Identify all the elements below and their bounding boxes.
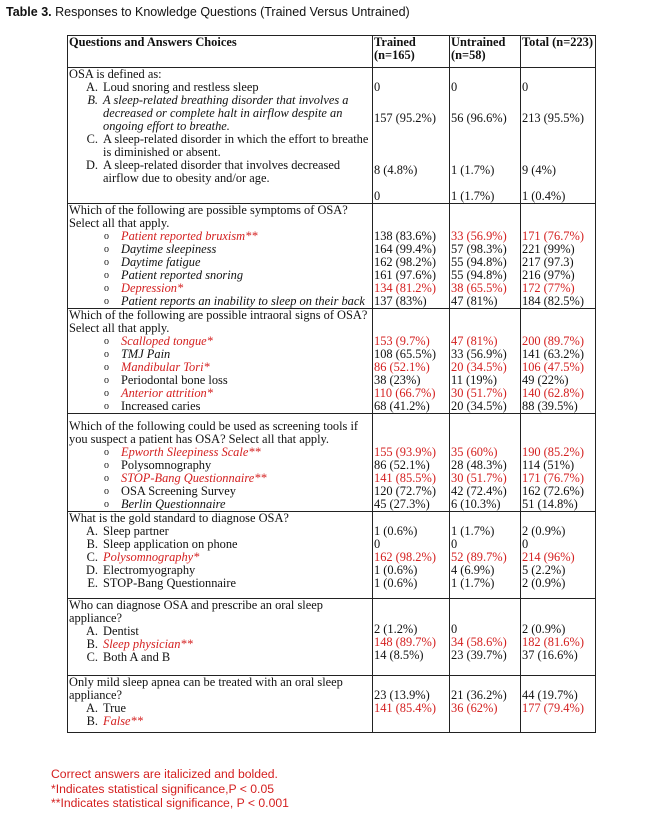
total-value: 0 bbox=[522, 537, 529, 551]
bullet-icon: o bbox=[104, 244, 109, 255]
total-value: 2 (0.9%) bbox=[522, 622, 566, 636]
option-text: Daytime sleepiness bbox=[121, 242, 217, 256]
bullet-icon: o bbox=[104, 270, 109, 281]
untrained-value: 28 (48.3%) bbox=[451, 458, 507, 472]
total-value: 217 (97.3) bbox=[522, 255, 574, 269]
question-cell bbox=[68, 309, 373, 414]
option-text: True bbox=[103, 701, 126, 715]
total-value: 213 (95.5%) bbox=[522, 111, 584, 125]
untrained-value: 4 (6.9%) bbox=[451, 563, 495, 577]
trained-value: 1 (0.6%) bbox=[374, 576, 418, 590]
total-cell bbox=[521, 676, 596, 733]
trained-value: 0 bbox=[374, 537, 381, 551]
question-cell bbox=[68, 676, 373, 733]
untrained-value: 20 (34.5%) bbox=[451, 360, 507, 374]
option-text: STOP-Bang Questionnaire bbox=[103, 576, 236, 590]
answer-option bbox=[69, 295, 371, 308]
answer-option bbox=[69, 269, 371, 282]
total-value: 141 (63.2%) bbox=[522, 347, 584, 361]
question-text: Who can diagnose OSA and prescribe an oral sleep appliance? bbox=[69, 598, 323, 625]
trained-cell bbox=[373, 676, 450, 733]
trained-value: 161 (97.6%) bbox=[374, 268, 436, 282]
total-value: 106 (47.5%) bbox=[522, 360, 584, 374]
total-value: 0 bbox=[522, 80, 529, 94]
untrained-value: 0 bbox=[451, 537, 458, 551]
option-text: False** bbox=[103, 714, 143, 728]
question-text: OSA is defined as: bbox=[69, 67, 162, 81]
trained-value: 86 (52.1%) bbox=[374, 360, 430, 374]
answer-option bbox=[69, 133, 371, 159]
untrained-cell bbox=[450, 512, 521, 599]
total-value: 190 (85.2%) bbox=[522, 445, 584, 459]
option-text: Scalloped tongue* bbox=[121, 334, 213, 348]
total-value: 5 (2.2%) bbox=[522, 563, 566, 577]
total-value: 172 (77%) bbox=[522, 281, 575, 295]
option-text: Periodontal bone loss bbox=[121, 373, 228, 387]
trained-value: 86 (52.1%) bbox=[374, 458, 430, 472]
answer-option bbox=[69, 387, 371, 400]
answer-option bbox=[69, 651, 371, 664]
trained-value: 148 (89.7%) bbox=[374, 635, 436, 649]
untrained-value: 56 (96.6%) bbox=[451, 111, 507, 125]
bullet-icon: o bbox=[104, 486, 109, 497]
trained-value: 110 (66.7%) bbox=[374, 386, 436, 400]
option-text: Daytime fatigue bbox=[121, 255, 201, 269]
bullet-icon: o bbox=[104, 231, 109, 242]
untrained-value: 1 (1.7%) bbox=[451, 524, 495, 538]
trained-value: 2 (1.2%) bbox=[374, 622, 418, 636]
bullet-icon: o bbox=[104, 296, 109, 307]
trained-cell bbox=[373, 309, 450, 414]
total-value: 216 (97%) bbox=[522, 268, 575, 282]
footnotes bbox=[51, 767, 289, 811]
untrained-value: 23 (39.7%) bbox=[451, 648, 507, 662]
total-value: 9 (4%) bbox=[522, 163, 557, 177]
answer-option bbox=[69, 400, 371, 413]
total-value: 44 (19.7%) bbox=[522, 688, 578, 702]
trained-cell bbox=[373, 414, 450, 512]
bullet-icon: o bbox=[104, 375, 109, 386]
trained-value: 108 (65.5%) bbox=[374, 347, 436, 361]
table-title: Responses to Knowledge Questions (Trained Versus Untrained) bbox=[51, 5, 410, 19]
option-text: Polysomnography* bbox=[103, 550, 200, 564]
total-value: 88 (39.5%) bbox=[522, 399, 578, 413]
trained-value: 153 (9.7%) bbox=[374, 334, 430, 348]
header-untrained: Untrained (n=58) bbox=[450, 36, 521, 68]
option-marker: D. bbox=[85, 158, 98, 172]
option-marker: A. bbox=[85, 701, 98, 715]
trained-value: 68 (41.2%) bbox=[374, 399, 430, 413]
trained-value: 0 bbox=[374, 80, 381, 94]
total-value: 200 (89.7%) bbox=[522, 334, 584, 348]
trained-value: 164 (99.4%) bbox=[374, 242, 436, 256]
trained-value: 141 (85.4%) bbox=[374, 701, 436, 715]
option-marker: A. bbox=[85, 624, 98, 638]
bullet-icon: o bbox=[104, 336, 109, 347]
untrained-value: 21 (36.2%) bbox=[451, 688, 507, 702]
option-text: Both A and B bbox=[103, 650, 171, 664]
option-text: Berlin Questionnaire bbox=[121, 497, 226, 511]
question-cell bbox=[68, 204, 373, 309]
total-value: 37 (16.6%) bbox=[522, 648, 578, 662]
question-text: Only mild sleep apnea can be treated with an oral sleep appliance? bbox=[69, 675, 343, 702]
untrained-value: 1 (1.7%) bbox=[451, 576, 495, 590]
untrained-cell bbox=[450, 68, 521, 204]
trained-value: 38 (23%) bbox=[374, 373, 421, 387]
answer-option bbox=[69, 243, 371, 256]
footnote-significance-005: *Indicates statistical significance,P < 0.05 bbox=[51, 781, 274, 796]
question-row bbox=[68, 68, 596, 204]
answer-option bbox=[69, 715, 371, 728]
answer-option bbox=[69, 230, 371, 243]
bullet-icon: o bbox=[104, 283, 109, 294]
trained-value: 23 (13.9%) bbox=[374, 688, 430, 702]
option-text: Dentist bbox=[103, 624, 139, 638]
total-cell bbox=[521, 204, 596, 309]
option-text: A sleep-related breathing disorder that involves a decreased or complete halt in airflow despite an ongoing effort to breathe. bbox=[103, 93, 349, 133]
question-row bbox=[68, 309, 596, 414]
question-text: Which of the following are possible symptoms of OSA? Select all that apply. bbox=[69, 203, 348, 230]
total-value: 214 (96%) bbox=[522, 550, 575, 564]
header-row bbox=[68, 36, 596, 68]
trained-value: 45 (27.3%) bbox=[374, 497, 430, 511]
question-row bbox=[68, 512, 596, 599]
untrained-value: 36 (62%) bbox=[451, 701, 498, 715]
option-marker: C. bbox=[86, 132, 98, 146]
untrained-value: 1 (1.7%) bbox=[451, 189, 495, 203]
untrained-value: 6 (10.3%) bbox=[451, 497, 501, 511]
option-marker: C. bbox=[86, 650, 98, 664]
total-value: 221 (99%) bbox=[522, 242, 575, 256]
total-value: 171 (76.7%) bbox=[522, 471, 584, 485]
untrained-cell bbox=[450, 414, 521, 512]
option-text: Sleep physician** bbox=[103, 637, 193, 651]
question-row bbox=[68, 204, 596, 309]
option-text: Mandibular Tori* bbox=[121, 360, 210, 374]
trained-value: 1 (0.6%) bbox=[374, 524, 418, 538]
option-marker: C. bbox=[86, 550, 98, 564]
option-marker: B. bbox=[86, 714, 98, 728]
option-text: Depression* bbox=[121, 281, 184, 295]
question-row bbox=[68, 599, 596, 676]
untrained-value: 20 (34.5%) bbox=[451, 399, 507, 413]
untrained-value: 47 (81%) bbox=[451, 334, 498, 348]
option-text: Increased caries bbox=[121, 399, 201, 413]
total-cell bbox=[521, 414, 596, 512]
total-value: 184 (82.5%) bbox=[522, 294, 584, 308]
untrained-value: 42 (72.4%) bbox=[451, 484, 507, 498]
untrained-value: 33 (56.9%) bbox=[451, 347, 507, 361]
untrained-cell bbox=[450, 599, 521, 676]
trained-value: 0 bbox=[374, 189, 381, 203]
knowledge-table bbox=[67, 35, 596, 733]
trained-value: 14 (8.5%) bbox=[374, 648, 424, 662]
untrained-value: 1 (1.7%) bbox=[451, 163, 495, 177]
trained-value: 162 (98.2%) bbox=[374, 550, 436, 564]
trained-value: 1 (0.6%) bbox=[374, 563, 418, 577]
answer-option bbox=[69, 348, 371, 361]
untrained-value: 30 (51.7%) bbox=[451, 386, 507, 400]
total-value: 2 (0.9%) bbox=[522, 576, 566, 590]
trained-value: 155 (93.9%) bbox=[374, 445, 436, 459]
option-text: Polysomnography bbox=[121, 458, 212, 472]
option-text: Sleep application on phone bbox=[103, 537, 238, 551]
option-text: A sleep-related disorder in which the effort to breathe is diminished or absent. bbox=[103, 132, 369, 159]
question-row bbox=[68, 414, 596, 512]
untrained-value: 11 (19%) bbox=[451, 373, 497, 387]
untrained-value: 34 (58.6%) bbox=[451, 635, 507, 649]
bullet-icon: o bbox=[104, 362, 109, 373]
option-text: Epworth Sleepiness Scale** bbox=[121, 445, 261, 459]
untrained-value: 57 (98.3%) bbox=[451, 242, 507, 256]
bullet-icon: o bbox=[104, 257, 109, 268]
question-row bbox=[68, 676, 596, 733]
untrained-value: 47 (81%) bbox=[451, 294, 498, 308]
untrained-value: 55 (94.8%) bbox=[451, 268, 507, 282]
question-text: What is the gold standard to diagnose OSA? bbox=[69, 511, 289, 525]
option-marker: E. bbox=[87, 576, 98, 590]
header-trained: Trained (n=165) bbox=[373, 36, 450, 68]
total-cell bbox=[521, 512, 596, 599]
answer-option bbox=[69, 498, 371, 511]
option-marker: A. bbox=[85, 524, 98, 538]
option-marker: B. bbox=[87, 93, 98, 107]
question-cell bbox=[68, 512, 373, 599]
option-text: Patient reported bruxism** bbox=[121, 229, 258, 243]
header-questions: Questions and Answers Choices bbox=[68, 36, 373, 68]
option-marker: B. bbox=[86, 537, 98, 551]
option-text: Sleep partner bbox=[103, 524, 169, 538]
untrained-cell bbox=[450, 204, 521, 309]
question-text: Which of the following are possible intraoral signs of OSA? Select all that apply. bbox=[69, 308, 368, 335]
total-value: 51 (14.8%) bbox=[522, 497, 578, 511]
untrained-value: 33 (56.9%) bbox=[451, 229, 507, 243]
total-value: 1 (0.4%) bbox=[522, 189, 566, 203]
header-total: Total (n=223) bbox=[521, 36, 596, 68]
answer-option bbox=[69, 159, 371, 185]
total-value: 177 (79.4%) bbox=[522, 701, 584, 715]
question-cell bbox=[68, 599, 373, 676]
option-text: Patient reported snoring bbox=[121, 268, 244, 282]
untrained-value: 0 bbox=[451, 80, 458, 94]
total-value: 162 (72.6%) bbox=[522, 484, 584, 498]
trained-cell bbox=[373, 204, 450, 309]
answer-option bbox=[69, 577, 371, 590]
option-text: Loud snoring and restless sleep bbox=[103, 80, 259, 94]
bullet-icon: o bbox=[104, 473, 109, 484]
untrained-value: 0 bbox=[451, 622, 458, 636]
untrained-value: 38 (65.5%) bbox=[451, 281, 507, 295]
footnote-correct-answers: Correct answers are italicized and bolded. bbox=[51, 767, 278, 781]
trained-value: 141 (85.5%) bbox=[374, 471, 436, 485]
bullet-icon: o bbox=[104, 349, 109, 360]
trained-cell bbox=[373, 68, 450, 204]
trained-value: 157 (95.2%) bbox=[374, 111, 436, 125]
option-text: Electromyography bbox=[103, 563, 196, 577]
total-cell bbox=[521, 68, 596, 204]
option-text: STOP-Bang Questionnaire** bbox=[121, 471, 267, 485]
option-marker: B. bbox=[86, 637, 98, 651]
untrained-value: 52 (89.7%) bbox=[451, 550, 507, 564]
answer-option bbox=[69, 335, 371, 348]
trained-cell bbox=[373, 512, 450, 599]
option-text: A sleep-related disorder that involves decreased airflow due to obesity and/or age. bbox=[103, 158, 341, 185]
question-cell bbox=[68, 68, 373, 204]
untrained-cell bbox=[450, 676, 521, 733]
option-text: OSA Screening Survey bbox=[121, 484, 236, 498]
total-value: 114 (51%) bbox=[522, 458, 575, 472]
option-text: Anterior attrition* bbox=[121, 386, 213, 400]
untrained-value: 30 (51.7%) bbox=[451, 471, 507, 485]
trained-value: 134 (81.2%) bbox=[374, 281, 436, 295]
trained-value: 120 (72.7%) bbox=[374, 484, 436, 498]
question-text: Which of the following could be used as screening tools if you suspect a patient has OSA? Select all that apply. bbox=[69, 419, 359, 446]
bullet-icon: o bbox=[104, 460, 109, 471]
untrained-value: 55 (94.8%) bbox=[451, 255, 507, 269]
total-value: 140 (62.8%) bbox=[522, 386, 584, 400]
trained-value: 138 (83.6%) bbox=[374, 229, 436, 243]
bullet-icon: o bbox=[104, 401, 109, 412]
bullet-icon: o bbox=[104, 388, 109, 399]
option-marker: A. bbox=[85, 80, 98, 94]
trained-value: 162 (98.2%) bbox=[374, 255, 436, 269]
trained-cell bbox=[373, 599, 450, 676]
trained-value: 8 (4.8%) bbox=[374, 163, 418, 177]
answer-option bbox=[69, 374, 371, 387]
untrained-value: 35 (60%) bbox=[451, 445, 498, 459]
answer-option bbox=[69, 94, 371, 133]
untrained-cell bbox=[450, 309, 521, 414]
option-text: TMJ Pain bbox=[121, 347, 171, 361]
total-value: 2 (0.9%) bbox=[522, 524, 566, 538]
question-cell bbox=[68, 414, 373, 512]
option-marker: D. bbox=[85, 563, 98, 577]
footnote-significance-0001: **Indicates statistical significance, P < 0.001 bbox=[51, 796, 289, 810]
table-number: Table 3. bbox=[6, 5, 52, 19]
total-value: 182 (81.6%) bbox=[522, 635, 584, 649]
trained-value: 137 (83%) bbox=[374, 294, 427, 308]
bullet-icon: o bbox=[104, 447, 109, 458]
total-cell bbox=[521, 309, 596, 414]
option-text: Patient reports an inability to sleep on their back bbox=[121, 294, 365, 308]
total-value: 49 (22%) bbox=[522, 373, 569, 387]
total-value: 171 (76.7%) bbox=[522, 229, 584, 243]
total-cell bbox=[521, 599, 596, 676]
table-caption bbox=[6, 5, 410, 19]
bullet-icon: o bbox=[104, 499, 109, 510]
answer-option bbox=[69, 446, 371, 459]
